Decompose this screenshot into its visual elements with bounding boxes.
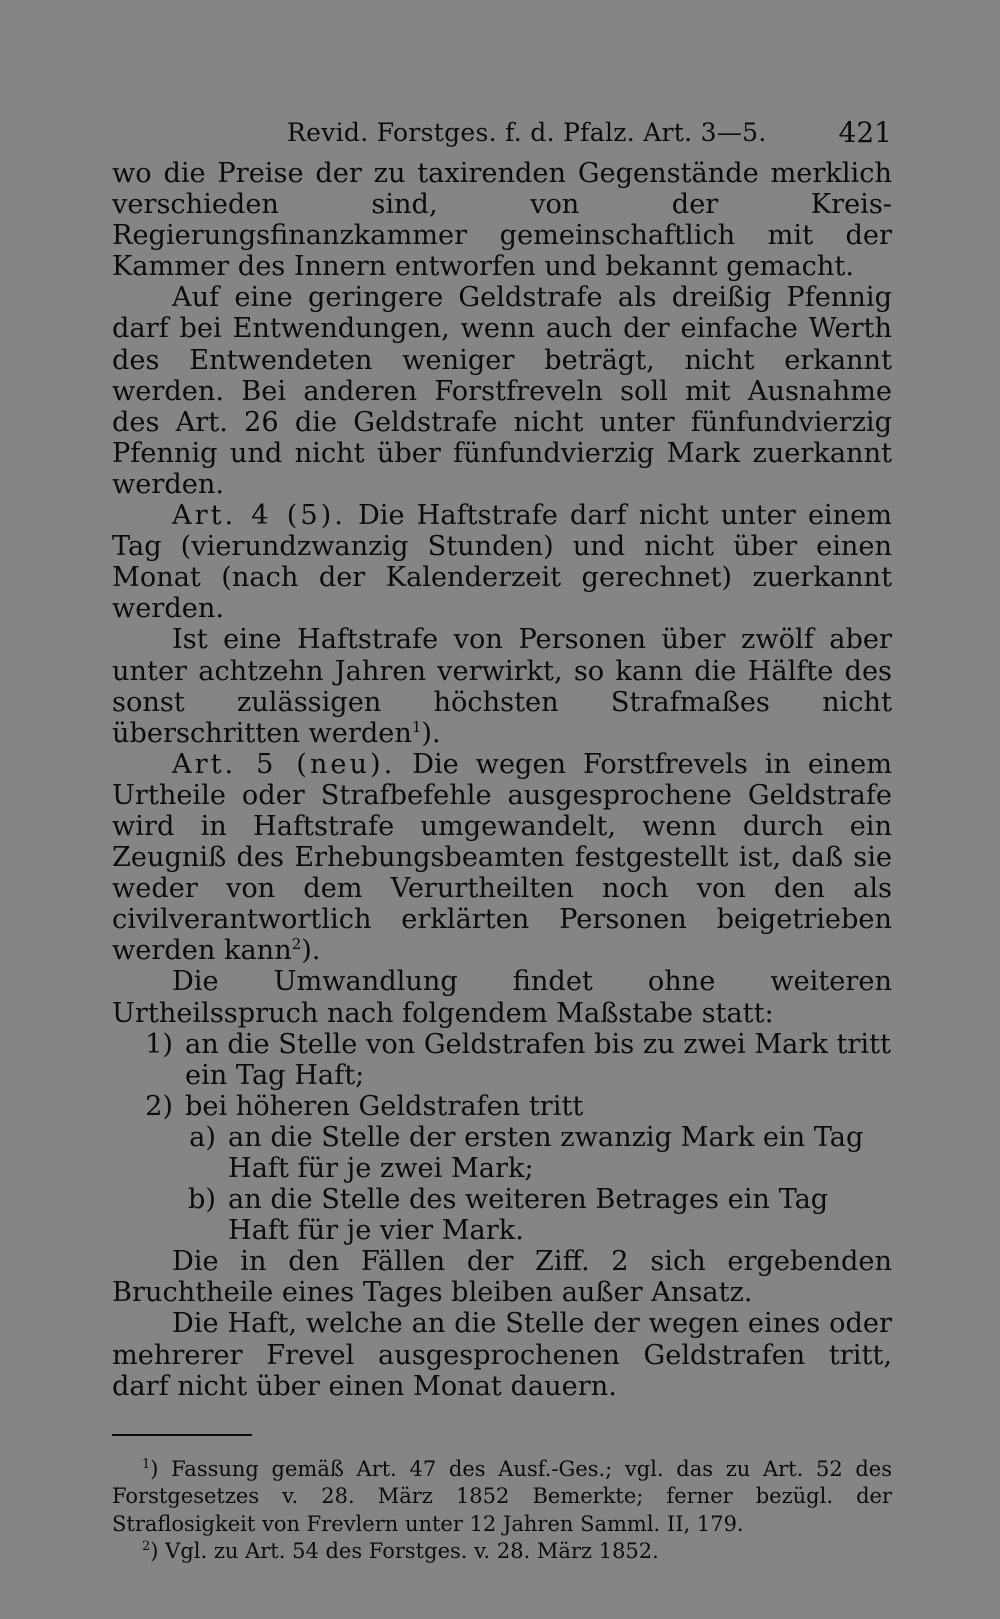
article-5-end: ). xyxy=(301,935,321,967)
sublist-text: an die Stelle der ersten zwanzig Mark ein Tag Haft für je zwei Mark; xyxy=(228,1121,864,1184)
footnote-text: ) Fassung gemäß Art. 47 des Ausf.-Ges.; vgl. das zu Art. 52 des Forstgesetzes v. 28. März 1852 Bemerkte; ferner bezügl. der Straflosigkeit von Frevlern unter 12 Jahren Samml. II, 179. xyxy=(112,1456,892,1536)
footnote-mark: 2 xyxy=(142,1539,151,1555)
list-text: bei höheren Geldstrafen tritt xyxy=(185,1090,584,1122)
list-number: 2) xyxy=(145,1090,173,1122)
sublist-letter: a) xyxy=(189,1121,216,1153)
article-5 xyxy=(112,749,892,967)
running-title: Revid. Forstges. f. d. Pfalz. Art. 3—5. xyxy=(287,118,767,147)
sublist-item xyxy=(112,1184,892,1246)
article-4-text: Die Haftstrafe darf nicht unter einem Tag (vierundzwanzig Stunden) und nicht über einen Monat (nach der Kalenderzeit gerechnet) zuerkannt werden. xyxy=(112,500,892,625)
paragraph-5: Die in den Fällen der Ziff. 2 sich ergebenden Bruchtheile eines Tages bleiben außer Ansatz. xyxy=(112,1246,892,1309)
book-page xyxy=(112,112,892,1566)
list-item xyxy=(112,1029,892,1091)
footnote-divider xyxy=(112,1434,252,1436)
footnote-mark: 1 xyxy=(142,1456,151,1472)
list-item xyxy=(112,1091,892,1122)
page-body xyxy=(112,158,892,1402)
article-4 xyxy=(112,500,892,624)
paragraph-6: Die Haft, welche an die Stelle der wegen eines oder mehrerer Frevel ausgesprochenen Geldstrafen tritt, darf nicht über einen Monat dauern. xyxy=(112,1308,892,1402)
paragraph-3 xyxy=(112,624,892,748)
page-number: 421 xyxy=(838,116,892,149)
sublist-text: an die Stelle des weiteren Betrages ein Tag Haft für je vier Mark. xyxy=(228,1184,829,1247)
sublist-item xyxy=(112,1122,892,1184)
footnote-ref-2: 2 xyxy=(291,935,302,954)
list-text: an die Stelle von Geldstrafen bis zu zwei Mark tritt ein Tag Haft; xyxy=(185,1028,891,1091)
running-head xyxy=(112,112,892,158)
footnotes xyxy=(112,1456,892,1566)
paragraph-2: Auf eine geringere Geldstrafe als dreißig Pfennig darf bei Entwendungen, wenn auch der einfache Werth des Entwendeten weniger beträgt, nicht erkannt werden. Bei anderen Forstfreveln soll mit Ausnahme des Art. 26 die Geldstrafe nicht unter fünfundvierzig Pfennig und nicht über fünfundvierzig Mark zuerkannt werden. xyxy=(112,282,892,500)
footnote-text: ) Vgl. zu Art. 54 des Forstges. v. 28. März 1852. xyxy=(150,1539,659,1564)
article-5-text: Die wegen Forstfrevels in einem Urtheile oder Strafbefehle ausgesprochene Geldstrafe wird in Haftstrafe umgewandelt, wenn durch ein Zeugniß des Erhebungsbeamten festgestellt ist, daß sie weder von dem Verurtheilten noch von den als civilverantwortlich erklärten Personen beigetrieben werden kann xyxy=(112,748,892,967)
paragraph-1: wo die Preise der zu taxirenden Gegenstände merklich verschieden sind, von der Kreis-Regierungsfinanzkammer gemeinschaftlich mit der Kammer des Innern entworfen und bekannt gemacht. xyxy=(112,158,892,283)
footnote-2 xyxy=(112,1538,892,1566)
list-number: 1) xyxy=(145,1028,173,1060)
paragraph-3-end: ). xyxy=(421,717,441,749)
paragraph-4: Die Umwandlung findet ohne weiteren Urtheilsspruch nach folgendem Maßstabe statt: xyxy=(112,966,892,1029)
paragraph-3-text: Ist eine Haftstrafe von Personen über zwölf aber unter achtzehn Jahren verwirkt, so kann die Hälfte des sonst zulässigen höchsten Strafmaßes nicht überschritten werden xyxy=(112,624,892,749)
sublist-letter: b) xyxy=(187,1184,216,1216)
footnote-1 xyxy=(112,1456,892,1539)
footnote-ref-1: 1 xyxy=(411,717,422,736)
article-4-label: Art. 4 (5). xyxy=(172,500,346,532)
article-5-label: Art. 5 (neu). xyxy=(172,748,396,780)
